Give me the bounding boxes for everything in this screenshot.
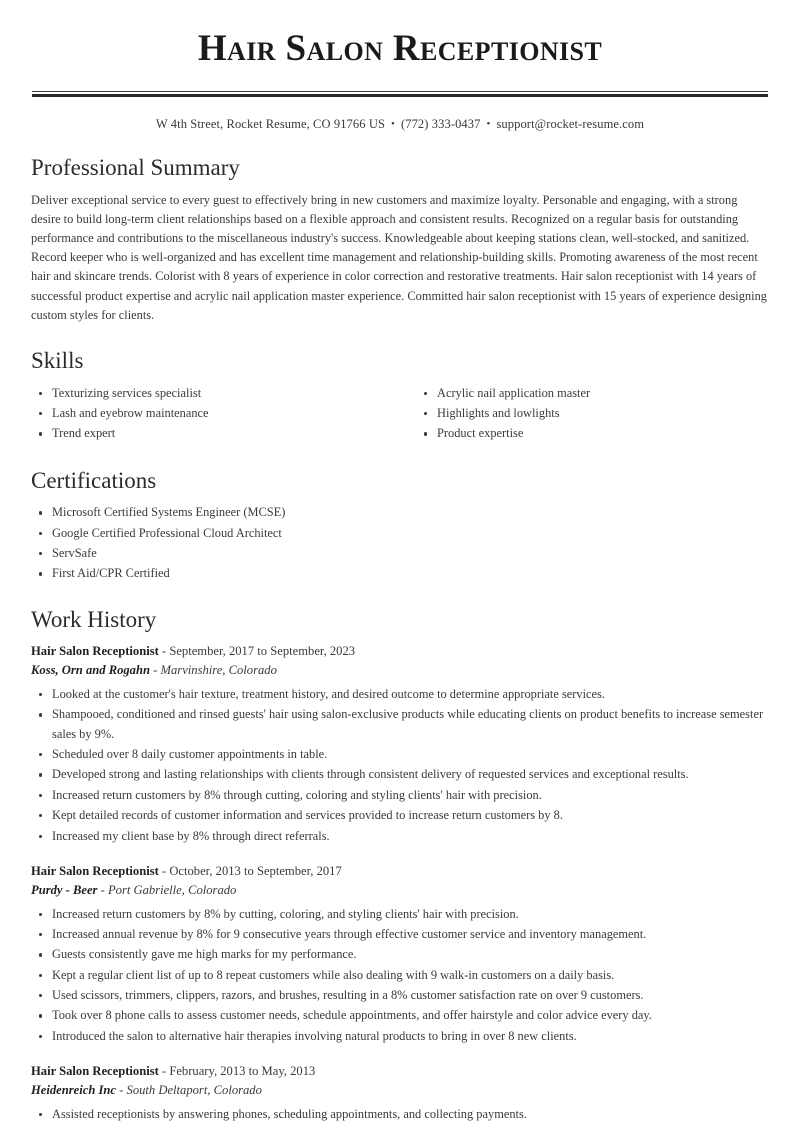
list-item: Shampooed, conditioned and rinsed guests' hair using salon-exclusive products while educating clients on product benefits to increase semester sales by 9%.: [31, 705, 769, 744]
section-certifications: [31, 467, 769, 584]
job-location: Marvinshire, Colorado: [160, 663, 277, 678]
skills-column-right: [416, 384, 769, 445]
skills-column-left: [31, 384, 224, 445]
job-title-line: [31, 642, 769, 661]
list-item: Texturizing services specialist: [31, 384, 224, 403]
job-dates: February, 2013 to May, 2013: [169, 1064, 316, 1079]
list-item: Developed strong and lasting relationships with clients through consistent delivery of requested services and exceptional results.: [31, 765, 769, 784]
list-item: Increased return customers by 8% by cutting, coloring, and styling clients' hair with precision.: [31, 905, 769, 924]
summary-paragraph: Deliver exceptional service to every guest to effectively bring in new customers and maximize loyalty. Personable and engaging, with a strong desire to build long-term client relationships based on a flexible approach and consistent results. Recognized on a regular basis for outstanding performance and contributions to the miscellaneous industry's success. Knowledgeable about keeping stations clean, well-stocked, and sanitized. Record keeper who is well-organized and has excellent time management and relationship-building skills. Promoting awareness of the most recent hair and skincare trends. Colorist with 8 years of experience in color correction and restorative treatments. Hair salon receptionist with 14 years of successful product expertise and acrylic nail application master experience. Committed hair salon receptionist with 15 years of experience designing custom styles for clients.: [31, 192, 767, 322]
page-title: Hair Salon Receptionist: [197, 28, 603, 69]
list-item: Acrylic nail application master: [416, 384, 769, 403]
list-item: ServSafe: [31, 544, 769, 563]
job-title-line: [31, 1062, 769, 1081]
section-professional-summary: [31, 154, 769, 325]
job-title: Hair Salon Receptionist: [31, 863, 159, 878]
list-item: Guests consistently gave me high marks for my performance.: [31, 945, 769, 964]
section-heading-summary: Professional Summary: [31, 155, 240, 180]
job-company-line: [31, 1081, 769, 1100]
work-history-entry: [31, 642, 769, 846]
list-item: Increased annual revenue by 8% for 9 consecutive years through effective customer service and inventory management.: [31, 925, 769, 944]
list-item: Took over 8 phone calls to assess customer needs, schedule appointments, and offer hairstyle and color advice every day.: [31, 1006, 769, 1025]
divider-thick-line: [32, 94, 768, 97]
work-history-entry: [31, 862, 769, 1046]
job-bullets: [31, 905, 769, 1046]
job-separator: -: [116, 1082, 127, 1097]
job-bullets: [31, 685, 769, 846]
list-item: Trend expert: [31, 424, 224, 443]
job-separator: -: [97, 882, 108, 897]
section-heading-certifications: Certifications: [31, 467, 157, 493]
job-dates: September, 2017 to September, 2023: [169, 644, 356, 659]
job-company: Koss, Orn and Rogahn: [31, 663, 150, 678]
contact-phone: (772) 333-0437: [400, 117, 481, 131]
contact-address: W 4th Street, Rocket Resume, CO 91766 US: [155, 117, 386, 131]
list-item: Highlights and lowlights: [416, 404, 769, 423]
list-item: Introduced the salon to alternative hair therapies involving natural products to bring in over 8 new clients.: [31, 1027, 769, 1046]
job-title: Hair Salon Receptionist: [31, 1064, 159, 1079]
list-item: Increased return customers by 8% through cutting, coloring and styling clients' hair with precision.: [31, 786, 769, 805]
header-divider: [31, 91, 769, 97]
list-item: Lash and eyebrow maintenance: [31, 404, 224, 423]
job-title: Hair Salon Receptionist: [31, 644, 159, 659]
job-location: South Deltaport, Colorado: [126, 1082, 262, 1097]
job-separator: -: [158, 1064, 170, 1079]
contact-separator-1: •: [391, 118, 395, 130]
contact-separator-2: •: [486, 118, 491, 130]
certifications-list: [31, 503, 769, 583]
job-company-line: [31, 881, 769, 900]
list-item: Scheduled over 8 daily customer appointments in table.: [31, 745, 769, 764]
skills-columns: [31, 384, 769, 445]
job-title-line: [31, 862, 769, 881]
job-location: Port Gabrielle, Colorado: [107, 882, 237, 897]
job-company-line: [31, 661, 769, 680]
list-item: Kept a regular client list of up to 8 repeat customers while also dealing with 9 walk-in customers on a daily basis.: [31, 966, 769, 985]
contact-info: [31, 117, 769, 132]
section-work-history: [31, 606, 769, 1124]
section-heading-work-history: Work History: [31, 606, 157, 632]
list-item: Looked at the customer's hair texture, treatment history, and desired outcome to determine appropriate services.: [31, 685, 769, 704]
job-company: Heidenreich Inc: [31, 1082, 117, 1097]
list-item: Product expertise: [416, 424, 769, 443]
list-item: First Aid/CPR Certified: [31, 564, 769, 583]
section-heading-skills: Skills: [31, 348, 84, 374]
job-dates: October, 2013 to September, 2017: [169, 863, 342, 878]
list-item: Increased my client base by 8% through direct referrals.: [31, 827, 769, 846]
job-separator: -: [150, 663, 161, 678]
job-company: Purdy - Beer: [31, 882, 98, 897]
section-skills: [31, 347, 769, 445]
contact-email[interactable]: support@rocket-resume.com: [496, 117, 645, 131]
list-item: Google Certified Professional Cloud Architect: [31, 524, 769, 543]
list-item: Used scissors, trimmers, clippers, razors, and brushes, resulting in a 8% customer satisfaction rate on over 9 customers.: [31, 986, 769, 1005]
job-separator: -: [158, 863, 170, 878]
list-item: Microsoft Certified Systems Engineer (MCSE): [31, 503, 769, 522]
job-separator: -: [158, 644, 170, 659]
list-item: Assisted receptionists by answering phones, scheduling appointments, and collecting payments.: [31, 1105, 769, 1124]
list-item: Kept detailed records of customer information and services provided to increase return customers by 8.: [31, 806, 769, 825]
job-bullets: [31, 1105, 769, 1124]
work-history-entry: [31, 1062, 769, 1124]
